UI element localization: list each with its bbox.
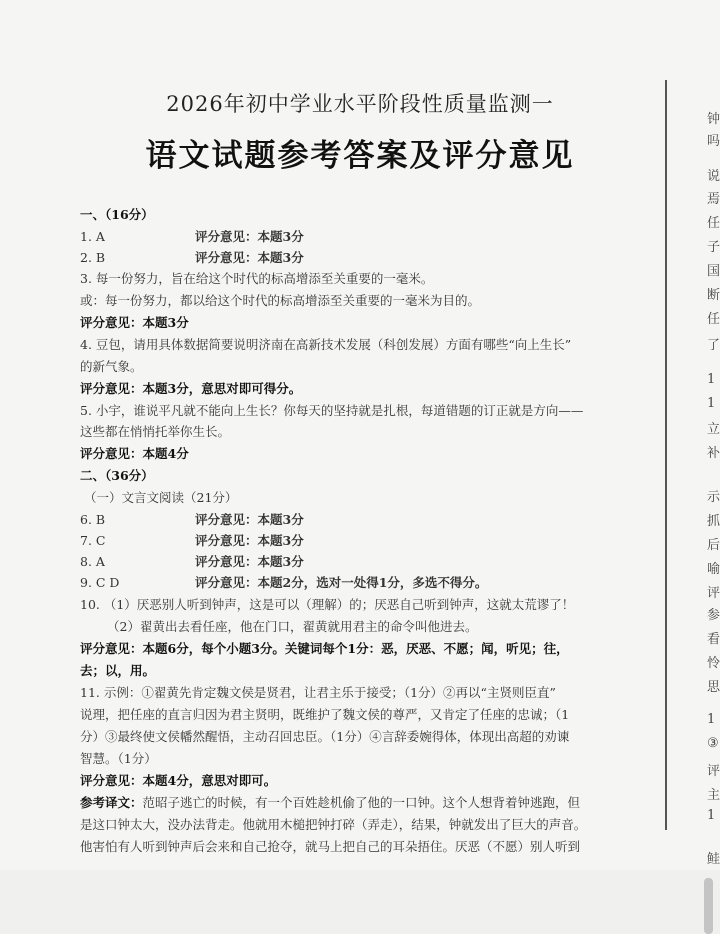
q1-answer: 1. A: [80, 229, 105, 244]
right-column-char: 焉: [707, 192, 720, 207]
right-column-char: 立: [707, 422, 720, 437]
reference-translation-line3: 他害怕有人听到钟声后会来和自己抢夺，就马上把自己的耳朵捂住。厌恶（不愿）别人听到: [80, 839, 581, 854]
q4-answer-line1: 4. 豆包，请用具体数据简要说明济南在高新技术发展（科创发展）方面有哪些“向上生长”: [80, 337, 572, 352]
q6-score: 评分意见：本题3分: [195, 512, 304, 527]
section-2-part-1-heading: （一）文言文阅读（21分）: [84, 490, 238, 505]
q3-answer-line2: 或：每一份努力，都以给这个时代的标高增添至关重要的一毫米为目的。: [80, 293, 481, 308]
right-column-char: 任: [707, 312, 720, 327]
q11-score: 评分意见：本题4分，意思对即可。: [80, 773, 277, 788]
scrollbar-thumb[interactable]: [704, 878, 713, 934]
q10-answer-line2: （2）翟黄出去看任座，他在门口，翟黄就用君主的命令叫他进去。: [107, 619, 478, 634]
q10-score-line2: 去；以，用。: [80, 663, 156, 678]
right-column-char: 断: [707, 288, 720, 303]
right-column-char: 怜: [707, 656, 720, 671]
right-column-char: 钟: [707, 112, 720, 127]
q2-answer: 2. B: [80, 250, 106, 265]
q2-score: 评分意见：本题3分: [195, 250, 304, 265]
right-column-char: 思: [707, 680, 720, 695]
right-column-char: 看: [707, 632, 720, 647]
column-divider: [665, 80, 667, 830]
section-1-heading: 一、（16分）: [80, 207, 154, 222]
right-column-char: 吗: [707, 134, 720, 149]
right-column-char: 1: [707, 396, 716, 411]
right-column-char: 1: [707, 372, 716, 387]
q4-answer-line2: 的新气象。: [80, 359, 143, 374]
reference-translation-line1: [80, 795, 580, 811]
right-column-char: 鲑: [707, 852, 720, 867]
section-2-heading: 二、（36分）: [80, 468, 154, 483]
q5-answer-line2: 这些都在悄悄托举你生长。: [80, 424, 231, 439]
right-column-char: 示: [707, 490, 720, 505]
bottom-margin: [0, 870, 720, 934]
q9-answer: 9. C D: [80, 575, 120, 590]
right-column-char: 后: [707, 538, 720, 553]
q11-answer-line3: 分）③最终使文侯幡然醒悟，主动召回忠臣。（1分）④言辞委婉得体，体现出高超的劝谏: [80, 729, 570, 744]
right-column-char: 抓: [707, 514, 720, 529]
right-column-char: 评: [707, 586, 720, 601]
right-column-char: 1: [707, 712, 716, 727]
q3-answer-line1: 3. 每一份努力，旨在给这个时代的标高增添至关重要的一毫米。: [80, 271, 434, 286]
q4-score: 评分意见：本题3分，意思对即可得分。: [80, 381, 302, 396]
right-column-char: 任: [707, 216, 720, 231]
right-column-char: 参: [707, 608, 720, 623]
right-column-char: 喻: [707, 562, 720, 577]
q10-score-line1: 评分意见：本题6分，每个小题3分。关键词每个1分：恶，厌恶、不愿；闻，听见；往，: [80, 641, 569, 656]
right-column-char: 国: [707, 264, 720, 279]
q7-answer: 7. C: [80, 533, 106, 548]
q3-score: 评分意见：本题3分: [80, 315, 189, 330]
right-column-char: 说: [707, 169, 720, 184]
q11-answer-line4: 智慧。（1分）: [80, 751, 157, 766]
q8-answer: 8. A: [80, 554, 105, 569]
right-column-char: 补: [707, 446, 720, 461]
reference-translation-text: 范昭子逃亡的时候，有一个百姓趁机偷了他的一口钟。这个人想背着钟逃跑，但: [142, 795, 581, 810]
q5-answer-line1: 5. 小宇，谁说平凡就不能向上生长？你每天的坚持就是扎根，每道错题的订正就是方向——: [80, 403, 584, 418]
q11-answer-line1: 11. 示例：①翟黄先肯定魏文侯是贤君，让君主乐于接受；（1分）②再以“主贤则臣直”: [80, 685, 556, 700]
reference-translation-label: 参考译文：: [80, 795, 143, 810]
reference-translation-line2: 是这口钟太大，没办法背走。他就用木槌把钟打碎（弄走），结果，钟就发出了巨大的声音。: [80, 817, 587, 832]
q8-score: 评分意见：本题3分: [195, 554, 304, 569]
q7-score: 评分意见：本题3分: [195, 533, 304, 548]
q9-score: 评分意见：本题2分，选对一处得1分，多选不得分。: [195, 575, 488, 590]
right-column-char: 主: [707, 788, 720, 803]
exam-subtitle: 2026年初中学业水平阶段性质量监测一: [166, 92, 554, 116]
q5-score: 评分意见：本题4分: [80, 446, 189, 461]
right-column-char: 评: [707, 764, 720, 779]
right-column-char: ③: [707, 736, 719, 751]
exam-title: 语文试题参考答案及评分意见: [145, 138, 575, 174]
right-column-char: 1: [707, 808, 716, 823]
q6-answer: 6. B: [80, 512, 106, 527]
q1-score: 评分意见：本题3分: [195, 229, 304, 244]
right-column-char: 子: [707, 240, 720, 255]
q10-answer-line1: 10. （1）厌恶别人听到钟声，这是可以（理解）的；厌恶自己听到钟声，这就太荒谬了！: [80, 597, 575, 612]
q11-answer-line2: 说理，把任座的直言归因为君主贤明，既维护了魏文侯的尊严，又肯定了任座的忠诚；（1: [80, 707, 570, 722]
right-column-char: 了: [707, 338, 720, 353]
